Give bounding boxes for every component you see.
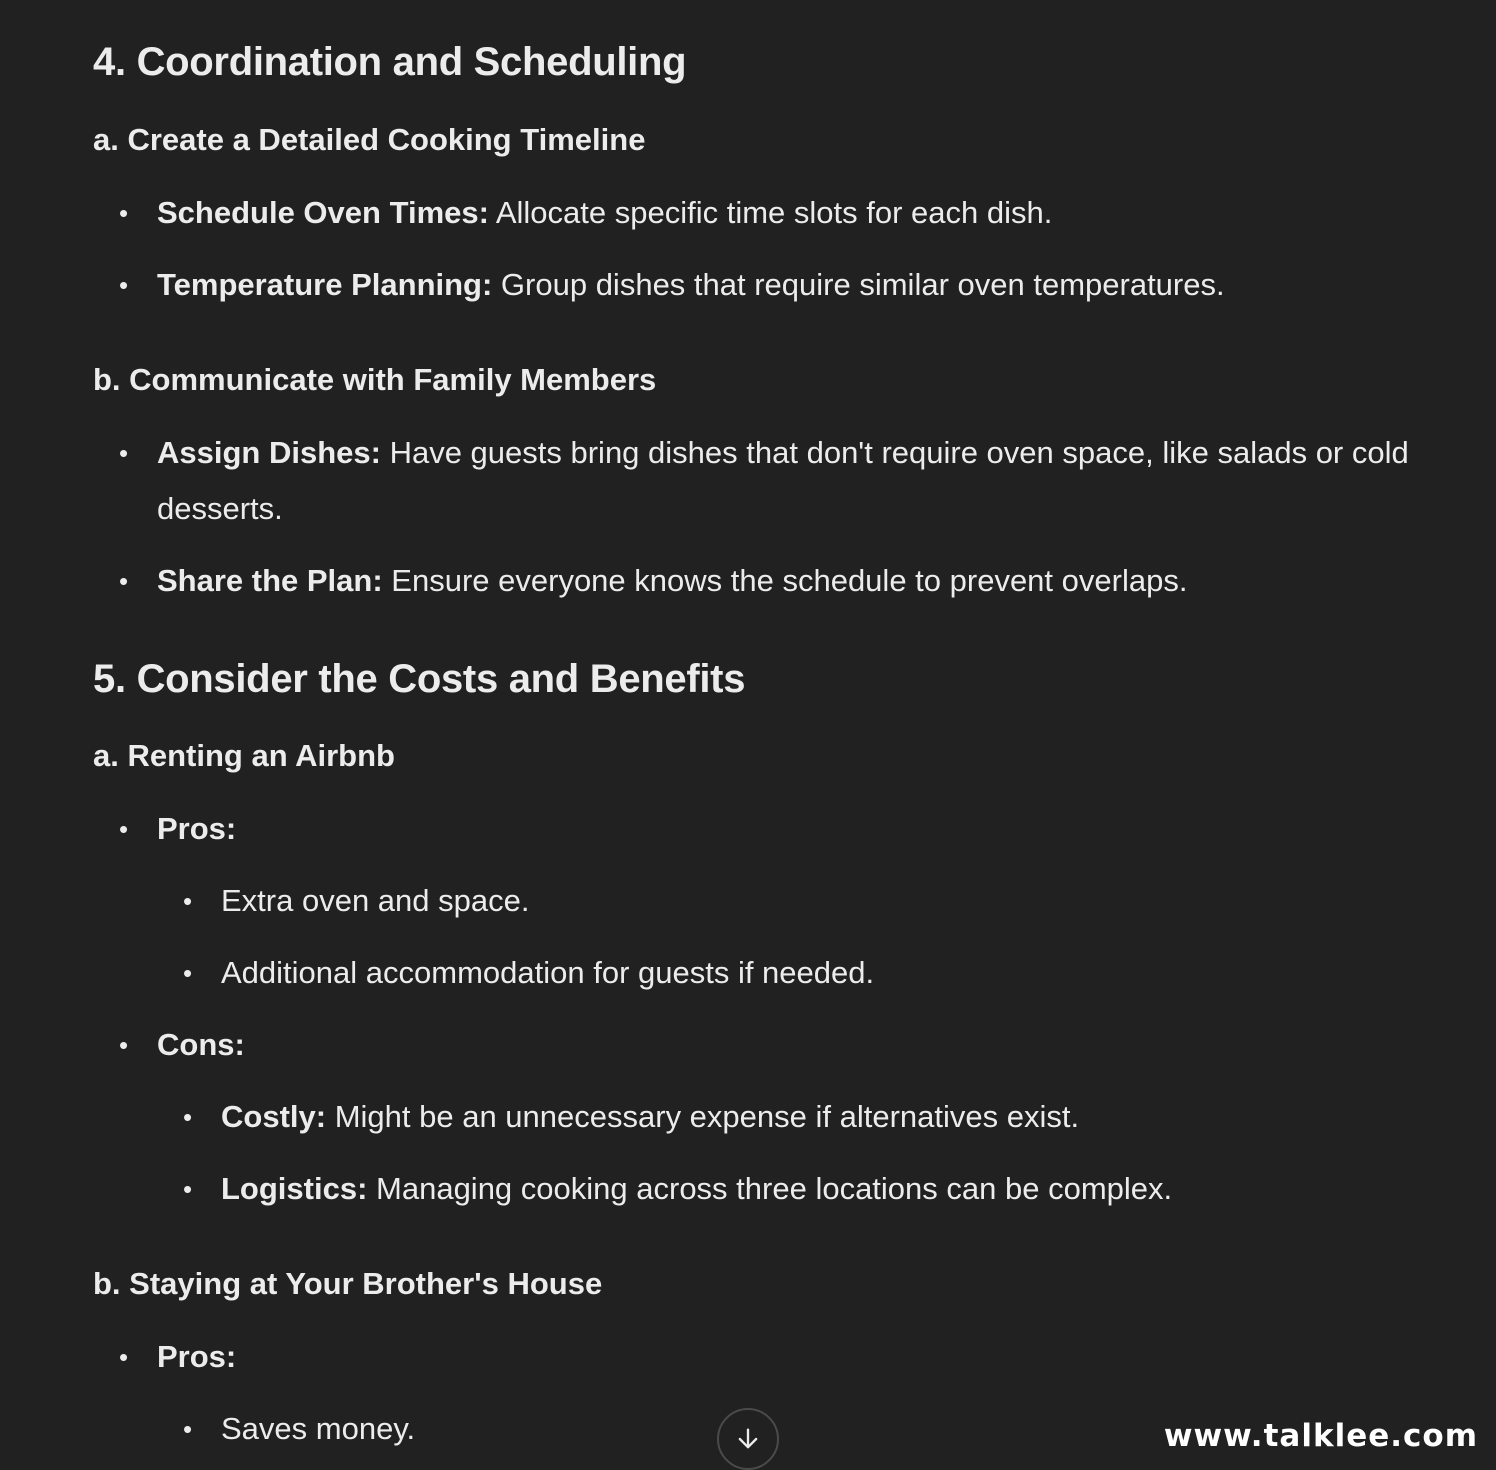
bullet-icon: • [119,1030,129,1060]
bullet-icon: • [183,886,193,916]
list-item [119,185,1477,241]
section-5-heading: 5. Consider the Costs and Benefits [93,657,746,701]
bullet-icon: • [119,1342,129,1372]
item-text: Group dishes that require similar oven temperatures. [492,267,1225,302]
bullet-icon: • [119,270,129,300]
item-text: Saves money. [221,1411,416,1446]
item-label: Temperature Planning: [157,267,493,302]
list-item [183,1161,1471,1217]
list-item [183,1089,1471,1145]
list-item [119,553,1477,609]
item-label: Assign Dishes: [157,435,381,470]
item-text: Have guests bring dishes that don't require oven space, like salads or cold desserts. [157,435,1409,526]
arrow-down-icon [734,1425,762,1453]
pros-label: Pros: [157,811,237,846]
list-item [119,425,1477,537]
bullet-icon: • [119,814,129,844]
bullet-icon: • [119,198,129,228]
list-item [183,945,1471,1001]
bullet-icon: • [183,1414,193,1444]
bullet-icon: • [183,1174,193,1204]
pros-label: Pros: [157,1339,237,1374]
scroll-to-bottom-button[interactable] [717,1408,779,1470]
section-5a-heading: a. Renting an Airbnb [93,738,395,773]
item-label: Share the Plan: [157,563,383,598]
item-label: Costly: [221,1099,327,1134]
item-text: Allocate specific time slots for each dish. [488,195,1053,230]
item-text: Extra oven and space. [221,883,530,918]
item-text: Additional accommodation for guests if needed. [221,955,875,990]
section-5b-heading: b. Staying at Your Brother's House [93,1266,603,1301]
watermark: www.talklee.com [1163,1418,1478,1454]
item-text: Ensure everyone knows the schedule to prevent overlaps. [382,563,1188,598]
bullet-icon: • [183,1102,193,1132]
section-4-heading: 4. Coordination and Scheduling [93,40,687,84]
list-item [183,873,1471,929]
list-item-cons [119,1017,1477,1073]
bullet-icon: • [119,438,129,468]
item-label: Logistics: [221,1171,368,1206]
list-item-pros [119,801,1477,857]
item-text: Managing cooking across three locations can be complex. [367,1171,1173,1206]
bullet-icon: • [119,566,129,596]
cons-label: Cons: [157,1027,245,1062]
list-item-pros [119,1329,1477,1385]
section-4a-heading: a. Create a Detailed Cooking Timeline [93,122,646,157]
section-4b-heading: b. Communicate with Family Members [93,362,657,397]
item-label: Schedule Oven Times: [157,195,489,230]
bullet-icon: • [183,958,193,988]
item-text: Might be an unnecessary expense if alternatives exist. [326,1099,1080,1134]
list-item [119,257,1477,313]
